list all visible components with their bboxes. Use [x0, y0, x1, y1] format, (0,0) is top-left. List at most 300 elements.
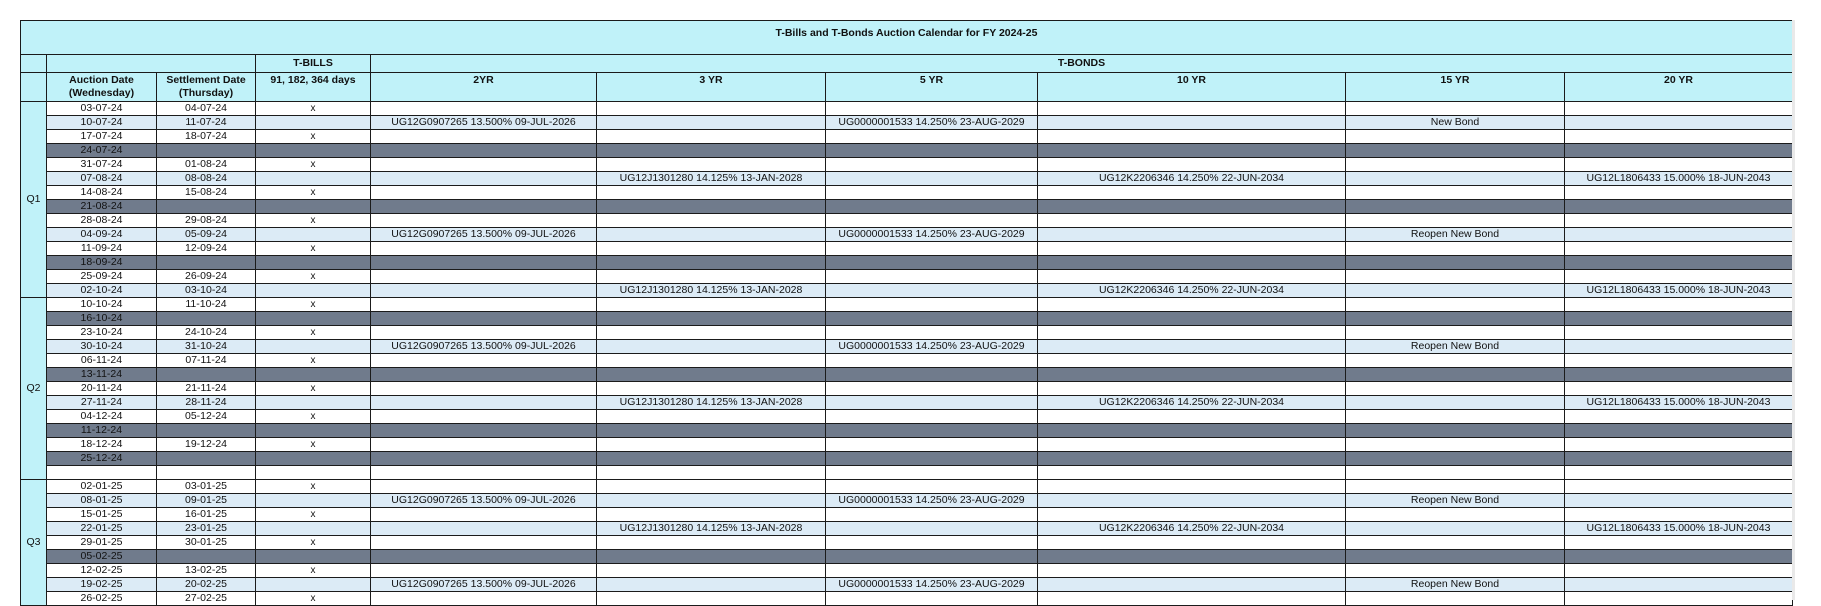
- cell-yr3: [597, 354, 826, 368]
- cell-yr15: [1346, 144, 1565, 158]
- cell-yr20: [1565, 578, 1793, 592]
- cell-yr3: UG12J1301280 14.125% 13-JAN-2028: [597, 172, 826, 186]
- cell-yr10: UG12K2206346 14.250% 22-JUN-2034: [1038, 172, 1346, 186]
- cell-yr2: [371, 312, 597, 326]
- cell-tbill: [256, 172, 371, 186]
- quarter-label: Q3: [21, 480, 47, 606]
- cell-yr5: [826, 200, 1038, 214]
- cell-yr2: [371, 592, 597, 606]
- cell-yr3: [597, 326, 826, 340]
- cell-yr20: [1565, 200, 1793, 214]
- cell-yr15: Reopen New Bond: [1346, 494, 1565, 508]
- cell-settlement: [157, 256, 256, 270]
- cell-yr2: [371, 186, 597, 200]
- cell-yr15: [1346, 256, 1565, 270]
- cell-yr3: [597, 564, 826, 578]
- cell-tbill: [256, 228, 371, 242]
- cell-yr3: [597, 368, 826, 382]
- cell-tbill: x: [256, 270, 371, 284]
- table-row: [21, 578, 1793, 592]
- yr15-header: 15 YR: [1346, 73, 1565, 102]
- cell-auction: 30-10-24: [47, 340, 157, 354]
- cell-yr20: UG12L1806433 15.000% 18-JUN-2043: [1565, 284, 1793, 298]
- cell-yr15: Reopen New Bond: [1346, 228, 1565, 242]
- cell-yr15: [1346, 102, 1565, 116]
- cell-auction: 18-09-24: [47, 256, 157, 270]
- cell-yr20: [1565, 242, 1793, 256]
- cell-yr10: [1038, 312, 1346, 326]
- cell-yr20: [1565, 270, 1793, 284]
- cell-yr5: UG0000001533 14.250% 23-AUG-2029: [826, 494, 1038, 508]
- cell-yr5: [826, 508, 1038, 522]
- cell-auction: 25-09-24: [47, 270, 157, 284]
- cell-yr20: [1565, 424, 1793, 438]
- cell-yr2: [371, 242, 597, 256]
- table-row: [21, 480, 1793, 494]
- cell-yr20: [1565, 494, 1793, 508]
- cell-tbill: [256, 256, 371, 270]
- cell-yr3: [597, 130, 826, 144]
- table-row: [21, 424, 1793, 438]
- cell-settlement: [157, 466, 256, 480]
- cell-settlement: 13-02-25: [157, 564, 256, 578]
- cell-yr20: [1565, 144, 1793, 158]
- cell-auction: 13-11-24: [47, 368, 157, 382]
- cell-tbill: x: [256, 214, 371, 228]
- cell-auction: 25-12-24: [47, 452, 157, 466]
- table-row: [21, 452, 1793, 466]
- cell-auction: 06-11-24: [47, 354, 157, 368]
- table-row: [21, 522, 1793, 536]
- cell-tbill: x: [256, 326, 371, 340]
- tbills-days-header: 91, 182, 364 days: [256, 73, 371, 102]
- cell-yr2: [371, 410, 597, 424]
- cell-yr20: [1565, 340, 1793, 354]
- cell-settlement: 03-01-25: [157, 480, 256, 494]
- cell-yr10: [1038, 368, 1346, 382]
- cell-yr2: [371, 424, 597, 438]
- cell-yr15: [1346, 536, 1565, 550]
- cell-yr15: [1346, 312, 1565, 326]
- cell-settlement: 16-01-25: [157, 508, 256, 522]
- cell-yr15: [1346, 438, 1565, 452]
- cell-tbill: x: [256, 102, 371, 116]
- cell-tbill: [256, 494, 371, 508]
- cell-tbill: [256, 340, 371, 354]
- cell-yr2: [371, 564, 597, 578]
- cell-yr5: UG0000001533 14.250% 23-AUG-2029: [826, 340, 1038, 354]
- cell-yr15: [1346, 466, 1565, 480]
- cell-settlement: 05-09-24: [157, 228, 256, 242]
- cell-auction: 19-02-25: [47, 578, 157, 592]
- cell-yr20: UG12L1806433 15.000% 18-JUN-2043: [1565, 172, 1793, 186]
- cell-auction: 21-08-24: [47, 200, 157, 214]
- cell-yr10: [1038, 242, 1346, 256]
- cell-settlement: 23-01-25: [157, 522, 256, 536]
- cell-yr20: [1565, 102, 1793, 116]
- quarter-header-blank: [21, 55, 47, 73]
- cell-yr5: [826, 480, 1038, 494]
- cell-yr5: [826, 242, 1038, 256]
- cell-yr20: [1565, 214, 1793, 228]
- cell-yr5: [826, 158, 1038, 172]
- cell-auction: 29-01-25: [47, 536, 157, 550]
- cell-yr3: [597, 242, 826, 256]
- cell-yr2: [371, 284, 597, 298]
- cell-yr3: [597, 200, 826, 214]
- cell-yr15: [1346, 270, 1565, 284]
- cell-auction: 11-09-24: [47, 242, 157, 256]
- cell-yr10: [1038, 550, 1346, 564]
- cell-yr3: [597, 536, 826, 550]
- cell-settlement: [157, 368, 256, 382]
- cell-yr3: [597, 158, 826, 172]
- cell-yr20: [1565, 382, 1793, 396]
- cell-tbill: [256, 144, 371, 158]
- cell-yr3: [597, 494, 826, 508]
- cell-settlement: 04-07-24: [157, 102, 256, 116]
- cell-settlement: 11-07-24: [157, 116, 256, 130]
- cell-yr5: [826, 424, 1038, 438]
- cell-yr15: [1346, 186, 1565, 200]
- cell-yr15: [1346, 326, 1565, 340]
- cell-auction: 18-12-24: [47, 438, 157, 452]
- cell-yr20: [1565, 410, 1793, 424]
- cell-yr15: [1346, 214, 1565, 228]
- cell-yr3: UG12J1301280 14.125% 13-JAN-2028: [597, 284, 826, 298]
- cell-yr3: [597, 270, 826, 284]
- cell-tbill: x: [256, 186, 371, 200]
- cell-tbill: x: [256, 130, 371, 144]
- cell-yr3: [597, 466, 826, 480]
- cell-yr5: [826, 326, 1038, 340]
- table-row: [21, 564, 1793, 578]
- cell-auction: 02-01-25: [47, 480, 157, 494]
- cell-auction: 04-09-24: [47, 228, 157, 242]
- cell-settlement: 30-01-25: [157, 536, 256, 550]
- table-row: [21, 130, 1793, 144]
- cell-yr20: [1565, 326, 1793, 340]
- table-row: [21, 116, 1793, 130]
- cell-tbill: [256, 522, 371, 536]
- cell-tbill: [256, 424, 371, 438]
- cell-yr3: [597, 550, 826, 564]
- auction-date-header: Auction Date (Wednesday): [47, 73, 157, 102]
- cell-yr2: [371, 214, 597, 228]
- cell-yr2: [371, 382, 597, 396]
- cell-tbill: x: [256, 438, 371, 452]
- cell-yr10: [1038, 186, 1346, 200]
- cell-settlement: 31-10-24: [157, 340, 256, 354]
- cell-auction: 07-08-24: [47, 172, 157, 186]
- cell-settlement: 24-10-24: [157, 326, 256, 340]
- cell-yr15: New Bond: [1346, 116, 1565, 130]
- cell-yr2: UG12G0907265 13.500% 09-JUL-2026: [371, 494, 597, 508]
- cell-yr2: [371, 466, 597, 480]
- settlement-date-header: Settlement Date (Thursday): [157, 73, 256, 102]
- cell-yr5: [826, 368, 1038, 382]
- cell-yr2: [371, 172, 597, 186]
- table-row: [21, 550, 1793, 564]
- cell-yr3: [597, 452, 826, 466]
- cell-tbill: [256, 284, 371, 298]
- cell-auction: 10-07-24: [47, 116, 157, 130]
- cell-tbill: [256, 466, 371, 480]
- cell-yr2: [371, 256, 597, 270]
- cell-settlement: [157, 424, 256, 438]
- cell-yr20: [1565, 480, 1793, 494]
- cell-yr3: [597, 410, 826, 424]
- cell-tbill: x: [256, 242, 371, 256]
- cell-yr3: [597, 102, 826, 116]
- table-row: [21, 466, 1793, 480]
- cell-yr3: [597, 424, 826, 438]
- cell-settlement: 08-08-24: [157, 172, 256, 186]
- cell-yr20: [1565, 550, 1793, 564]
- cell-yr20: [1565, 116, 1793, 130]
- cell-tbill: x: [256, 536, 371, 550]
- table-row: [21, 242, 1793, 256]
- cell-yr2: UG12G0907265 13.500% 09-JUL-2026: [371, 578, 597, 592]
- cell-settlement: 21-11-24: [157, 382, 256, 396]
- cell-yr2: [371, 368, 597, 382]
- cell-settlement: [157, 550, 256, 564]
- cell-settlement: [157, 312, 256, 326]
- cell-yr20: [1565, 312, 1793, 326]
- cell-settlement: 11-10-24: [157, 298, 256, 312]
- cell-yr3: [597, 340, 826, 354]
- cell-yr5: [826, 102, 1038, 116]
- cell-yr2: [371, 144, 597, 158]
- cell-yr10: [1038, 270, 1346, 284]
- cell-yr5: [826, 410, 1038, 424]
- cell-yr5: [826, 270, 1038, 284]
- cell-yr2: [371, 480, 597, 494]
- table-row: [21, 382, 1793, 396]
- cell-settlement: 15-08-24: [157, 186, 256, 200]
- cell-yr15: [1346, 550, 1565, 564]
- cell-yr15: [1346, 508, 1565, 522]
- table-row: [21, 158, 1793, 172]
- cell-yr5: [826, 466, 1038, 480]
- table-row: [21, 186, 1793, 200]
- table-row: [21, 102, 1793, 116]
- auction-calendar-table: [20, 20, 1793, 606]
- cell-yr10: [1038, 298, 1346, 312]
- cell-yr20: [1565, 354, 1793, 368]
- cell-yr15: [1346, 298, 1565, 312]
- cell-settlement: [157, 200, 256, 214]
- table-row: [21, 214, 1793, 228]
- cell-yr3: [597, 256, 826, 270]
- cell-yr3: UG12J1301280 14.125% 13-JAN-2028: [597, 396, 826, 410]
- cell-tbill: [256, 116, 371, 130]
- cell-auction: 15-01-25: [47, 508, 157, 522]
- cell-yr15: [1346, 354, 1565, 368]
- cell-yr20: [1565, 368, 1793, 382]
- cell-yr15: [1346, 242, 1565, 256]
- cell-yr2: [371, 102, 597, 116]
- cell-yr5: [826, 298, 1038, 312]
- cell-yr3: [597, 508, 826, 522]
- cell-yr2: [371, 326, 597, 340]
- table-row: [21, 354, 1793, 368]
- cell-yr20: [1565, 298, 1793, 312]
- cell-settlement: 18-07-24: [157, 130, 256, 144]
- cell-yr15: [1346, 200, 1565, 214]
- cell-yr5: [826, 354, 1038, 368]
- cell-yr10: [1038, 578, 1346, 592]
- cell-yr20: [1565, 228, 1793, 242]
- cell-tbill: [256, 200, 371, 214]
- cell-yr10: [1038, 480, 1346, 494]
- cell-yr3: [597, 480, 826, 494]
- cell-yr15: [1346, 452, 1565, 466]
- cell-yr20: [1565, 466, 1793, 480]
- cell-tbill: x: [256, 480, 371, 494]
- cell-yr10: [1038, 494, 1346, 508]
- cell-yr20: [1565, 158, 1793, 172]
- cell-auction: 17-07-24: [47, 130, 157, 144]
- cell-yr5: [826, 256, 1038, 270]
- cell-tbill: [256, 578, 371, 592]
- cell-yr3: [597, 186, 826, 200]
- cell-yr10: [1038, 144, 1346, 158]
- cell-settlement: 29-08-24: [157, 214, 256, 228]
- cell-yr5: [826, 214, 1038, 228]
- cell-yr5: [826, 522, 1038, 536]
- cell-yr5: [826, 186, 1038, 200]
- cell-yr15: [1346, 396, 1565, 410]
- cell-auction: 24-07-24: [47, 144, 157, 158]
- yr5-header: 5 YR: [826, 73, 1038, 102]
- cell-yr5: [826, 438, 1038, 452]
- cell-yr20: UG12L1806433 15.000% 18-JUN-2043: [1565, 522, 1793, 536]
- table-row: [21, 592, 1793, 606]
- cell-yr2: UG12G0907265 13.500% 09-JUL-2026: [371, 116, 597, 130]
- table-row: [21, 228, 1793, 242]
- cell-yr15: [1346, 172, 1565, 186]
- cell-yr2: [371, 396, 597, 410]
- cell-settlement: 20-02-25: [157, 578, 256, 592]
- cell-yr3: [597, 298, 826, 312]
- cell-yr10: [1038, 564, 1346, 578]
- cell-yr10: [1038, 536, 1346, 550]
- yr2-header: 2YR: [371, 73, 597, 102]
- cell-auction: 10-10-24: [47, 298, 157, 312]
- cell-yr10: [1038, 214, 1346, 228]
- cell-tbill: x: [256, 158, 371, 172]
- cell-yr10: [1038, 508, 1346, 522]
- cell-tbill: x: [256, 410, 371, 424]
- table-row: [21, 284, 1793, 298]
- cell-auction: 20-11-24: [47, 382, 157, 396]
- table-title: T-Bills and T-Bonds Auction Calendar for FY 2024-25: [21, 21, 1793, 55]
- cell-tbill: x: [256, 382, 371, 396]
- cell-yr3: UG12J1301280 14.125% 13-JAN-2028: [597, 522, 826, 536]
- quarter-column-header: [21, 73, 47, 102]
- cell-settlement: 28-11-24: [157, 396, 256, 410]
- table-row: [21, 326, 1793, 340]
- cell-yr15: Reopen New Bond: [1346, 578, 1565, 592]
- cell-yr2: [371, 354, 597, 368]
- table-row: [21, 172, 1793, 186]
- cell-yr20: [1565, 130, 1793, 144]
- cell-auction: 31-07-24: [47, 158, 157, 172]
- cell-yr20: [1565, 452, 1793, 466]
- table-row: [21, 200, 1793, 214]
- cell-yr2: [371, 508, 597, 522]
- cell-yr5: UG0000001533 14.250% 23-AUG-2029: [826, 228, 1038, 242]
- cell-yr5: UG0000001533 14.250% 23-AUG-2029: [826, 578, 1038, 592]
- cell-tbill: [256, 396, 371, 410]
- cell-yr10: [1038, 116, 1346, 130]
- table-row: [21, 536, 1793, 550]
- table-row: [21, 494, 1793, 508]
- cell-yr2: [371, 522, 597, 536]
- table-row: [21, 312, 1793, 326]
- cell-yr2: UG12G0907265 13.500% 09-JUL-2026: [371, 340, 597, 354]
- cell-yr20: [1565, 186, 1793, 200]
- cell-tbill: x: [256, 298, 371, 312]
- tbonds-group-header: T-BONDS: [371, 55, 1793, 73]
- cell-auction: 08-01-25: [47, 494, 157, 508]
- cell-yr5: [826, 130, 1038, 144]
- cell-yr15: [1346, 592, 1565, 606]
- cell-yr2: UG12G0907265 13.500% 09-JUL-2026: [371, 228, 597, 242]
- cell-yr10: [1038, 158, 1346, 172]
- cell-yr10: [1038, 200, 1346, 214]
- cell-yr15: [1346, 424, 1565, 438]
- cell-yr2: [371, 270, 597, 284]
- table-row: [21, 144, 1793, 158]
- cell-auction: 26-02-25: [47, 592, 157, 606]
- tbills-group-header: T-BILLS: [256, 55, 371, 73]
- cell-yr10: [1038, 354, 1346, 368]
- yr3-header: 3 YR: [597, 73, 826, 102]
- cell-yr3: [597, 578, 826, 592]
- cell-auction: 28-08-24: [47, 214, 157, 228]
- quarter-label: Q1: [21, 102, 47, 298]
- cell-yr20: [1565, 438, 1793, 452]
- cell-tbill: x: [256, 508, 371, 522]
- cell-yr20: [1565, 508, 1793, 522]
- cell-yr10: [1038, 410, 1346, 424]
- cell-auction: 14-08-24: [47, 186, 157, 200]
- cell-settlement: 07-11-24: [157, 354, 256, 368]
- cell-yr2: [371, 536, 597, 550]
- cell-yr3: [597, 312, 826, 326]
- cell-yr20: [1565, 592, 1793, 606]
- cell-yr10: [1038, 326, 1346, 340]
- cell-tbill: [256, 368, 371, 382]
- cell-yr2: [371, 158, 597, 172]
- cell-settlement: [157, 144, 256, 158]
- table-row: [21, 340, 1793, 354]
- cell-auction: 16-10-24: [47, 312, 157, 326]
- cell-yr5: [826, 550, 1038, 564]
- cell-yr10: UG12K2206346 14.250% 22-JUN-2034: [1038, 284, 1346, 298]
- cell-auction: 04-12-24: [47, 410, 157, 424]
- table-row: [21, 410, 1793, 424]
- cell-auction: 05-02-25: [47, 550, 157, 564]
- cell-yr10: [1038, 130, 1346, 144]
- cell-yr3: [597, 214, 826, 228]
- cell-auction: [47, 466, 157, 480]
- cell-yr10: UG12K2206346 14.250% 22-JUN-2034: [1038, 522, 1346, 536]
- cell-yr5: [826, 564, 1038, 578]
- cell-yr20: [1565, 536, 1793, 550]
